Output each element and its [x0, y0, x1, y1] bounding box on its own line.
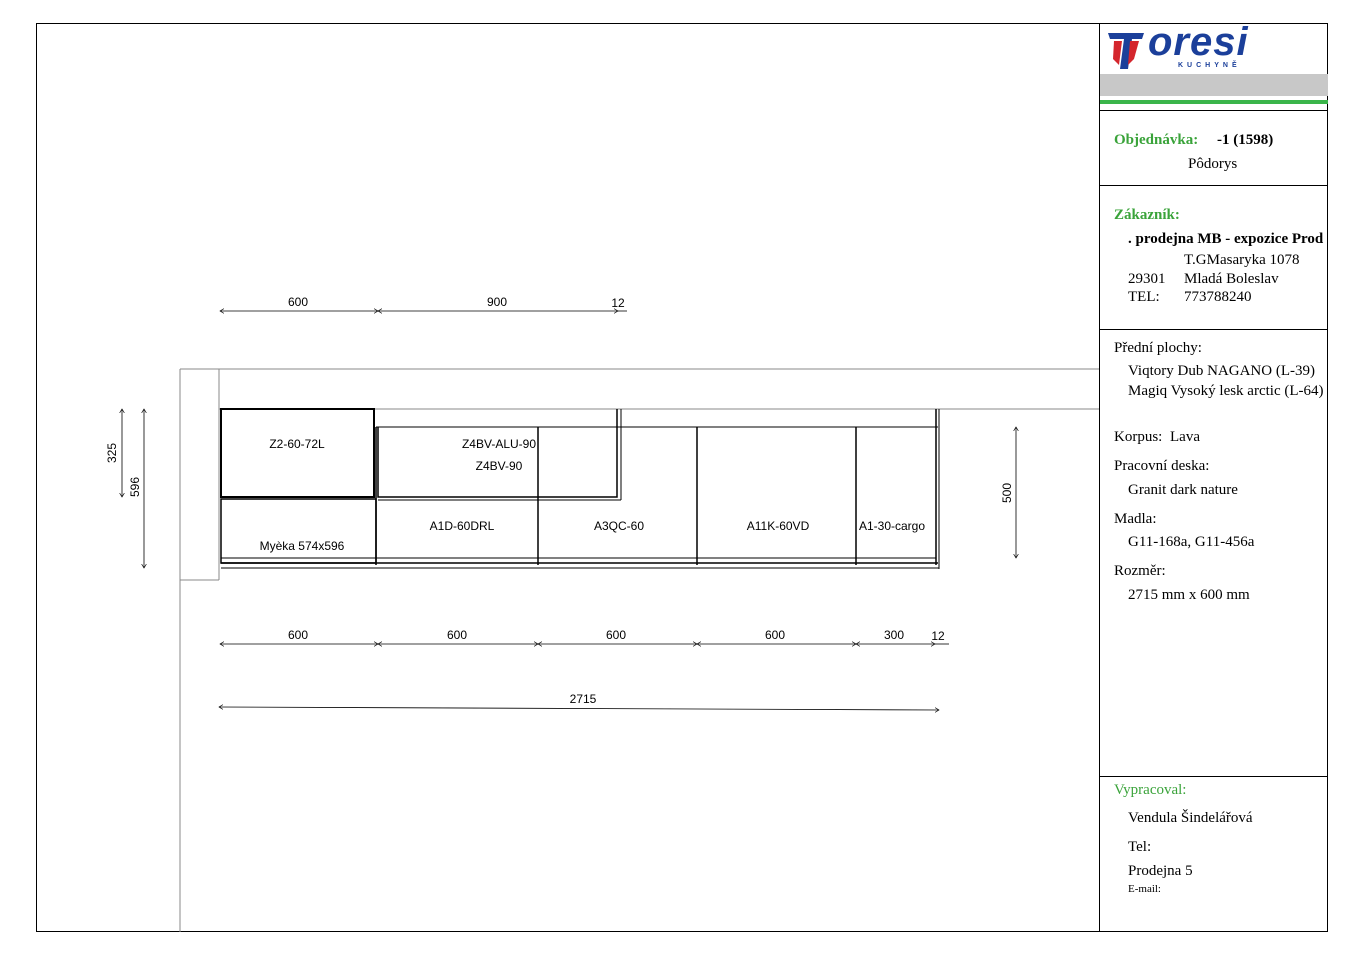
dim-bottom-4: 600: [764, 628, 786, 642]
korpus-label: Korpus:: [1114, 429, 1163, 445]
dim-left-2: 596: [128, 476, 142, 498]
front-item: Magiq Vysoký lesk arctic (L-64): [1128, 383, 1324, 399]
dimension-lines: [122, 311, 1016, 710]
desk-value: Granit dark nature: [1128, 482, 1238, 498]
dim-top-3: 12: [611, 296, 625, 310]
handles-label: Madla:: [1114, 511, 1157, 527]
order-subtitle: Pôdorys: [1188, 156, 1238, 172]
front-item: Viqtory Dub NAGANO (L-39): [1128, 363, 1315, 379]
dim-bottom-1: 600: [287, 628, 309, 642]
customer-label: Zákazník:: [1114, 207, 1180, 223]
dim-total: 2715: [569, 692, 597, 706]
customer-tel: 773788240: [1184, 289, 1252, 305]
logo-brand: oresi: [1148, 23, 1249, 64]
handles-value: G11-168a, G11-456a: [1128, 534, 1255, 550]
unit-label-z2: Z2-60-72L: [269, 437, 325, 451]
dim-bottom-2: 600: [446, 628, 468, 642]
logo-gray-band: [1100, 74, 1328, 96]
lower-cabinet-dishwasher: [221, 499, 376, 563]
desk-label: Pracovní deska:: [1114, 458, 1210, 474]
room-walls: [180, 369, 1099, 932]
dim-bottom-6: 12: [931, 629, 945, 643]
unit-label-z4bv: Z4BV-90: [475, 459, 523, 473]
customer-name: . prodejna MB - expozice Prod: [1128, 231, 1324, 247]
korpus-value: Lava: [1170, 429, 1200, 445]
unit-label-a1d: A1D-60DRL: [429, 519, 495, 533]
author-name: Vendula Šindelářová: [1128, 810, 1253, 826]
upper-cabinet-z2: [221, 409, 374, 497]
divider: [1100, 110, 1328, 111]
author-label: Vypracoval:: [1114, 782, 1187, 798]
unit-label-a1-cargo: A1-30-cargo: [858, 519, 926, 533]
dim-top-1: 600: [287, 295, 309, 309]
customer-city: Mladá Boleslav: [1184, 271, 1279, 287]
size-label: Rozměr:: [1114, 563, 1166, 579]
author-store: Prodejna 5: [1128, 863, 1193, 879]
dim-bottom-5: 300: [883, 628, 905, 642]
upper-cabinet-z4bv: [378, 409, 617, 497]
dim-right: 500: [1000, 482, 1014, 504]
author-email-label: E-mail:: [1128, 883, 1161, 895]
info-panel: [1099, 23, 1328, 932]
unit-label-dishwasher: Myèka 574x596: [259, 539, 345, 553]
oresi-logo: [1106, 23, 1266, 72]
unit-label-z4bv-alu: Z4BV-ALU-90: [461, 437, 537, 451]
logo-green-band: [1100, 100, 1328, 104]
fronts-label: Přední plochy:: [1114, 340, 1202, 356]
oresi-logo-icon: [1106, 29, 1146, 71]
divider: [1100, 776, 1328, 777]
unit-label-a11k: A11K-60VD: [746, 519, 810, 533]
order-label: Objednávka:: [1114, 132, 1199, 148]
unit-labels: [260, 437, 926, 553]
dim-left-1: 325: [105, 442, 119, 464]
divider: [1100, 329, 1328, 330]
customer-zip: 29301: [1128, 271, 1166, 287]
author-tel-label: Tel:: [1128, 839, 1152, 855]
customer-tel-label: TEL:: [1128, 289, 1160, 305]
logo-sub: KUCHYNĚ: [1178, 62, 1241, 69]
dim-top-2: 900: [486, 295, 508, 309]
unit-label-a3qc: A3QC-60: [593, 519, 645, 533]
size-value: 2715 mm x 600 mm: [1128, 587, 1250, 603]
customer-street: T.GMasaryka 1078: [1184, 252, 1300, 268]
dim-bottom-3: 600: [605, 628, 627, 642]
order-value: -1 (1598): [1217, 132, 1274, 148]
divider: [1100, 185, 1328, 186]
